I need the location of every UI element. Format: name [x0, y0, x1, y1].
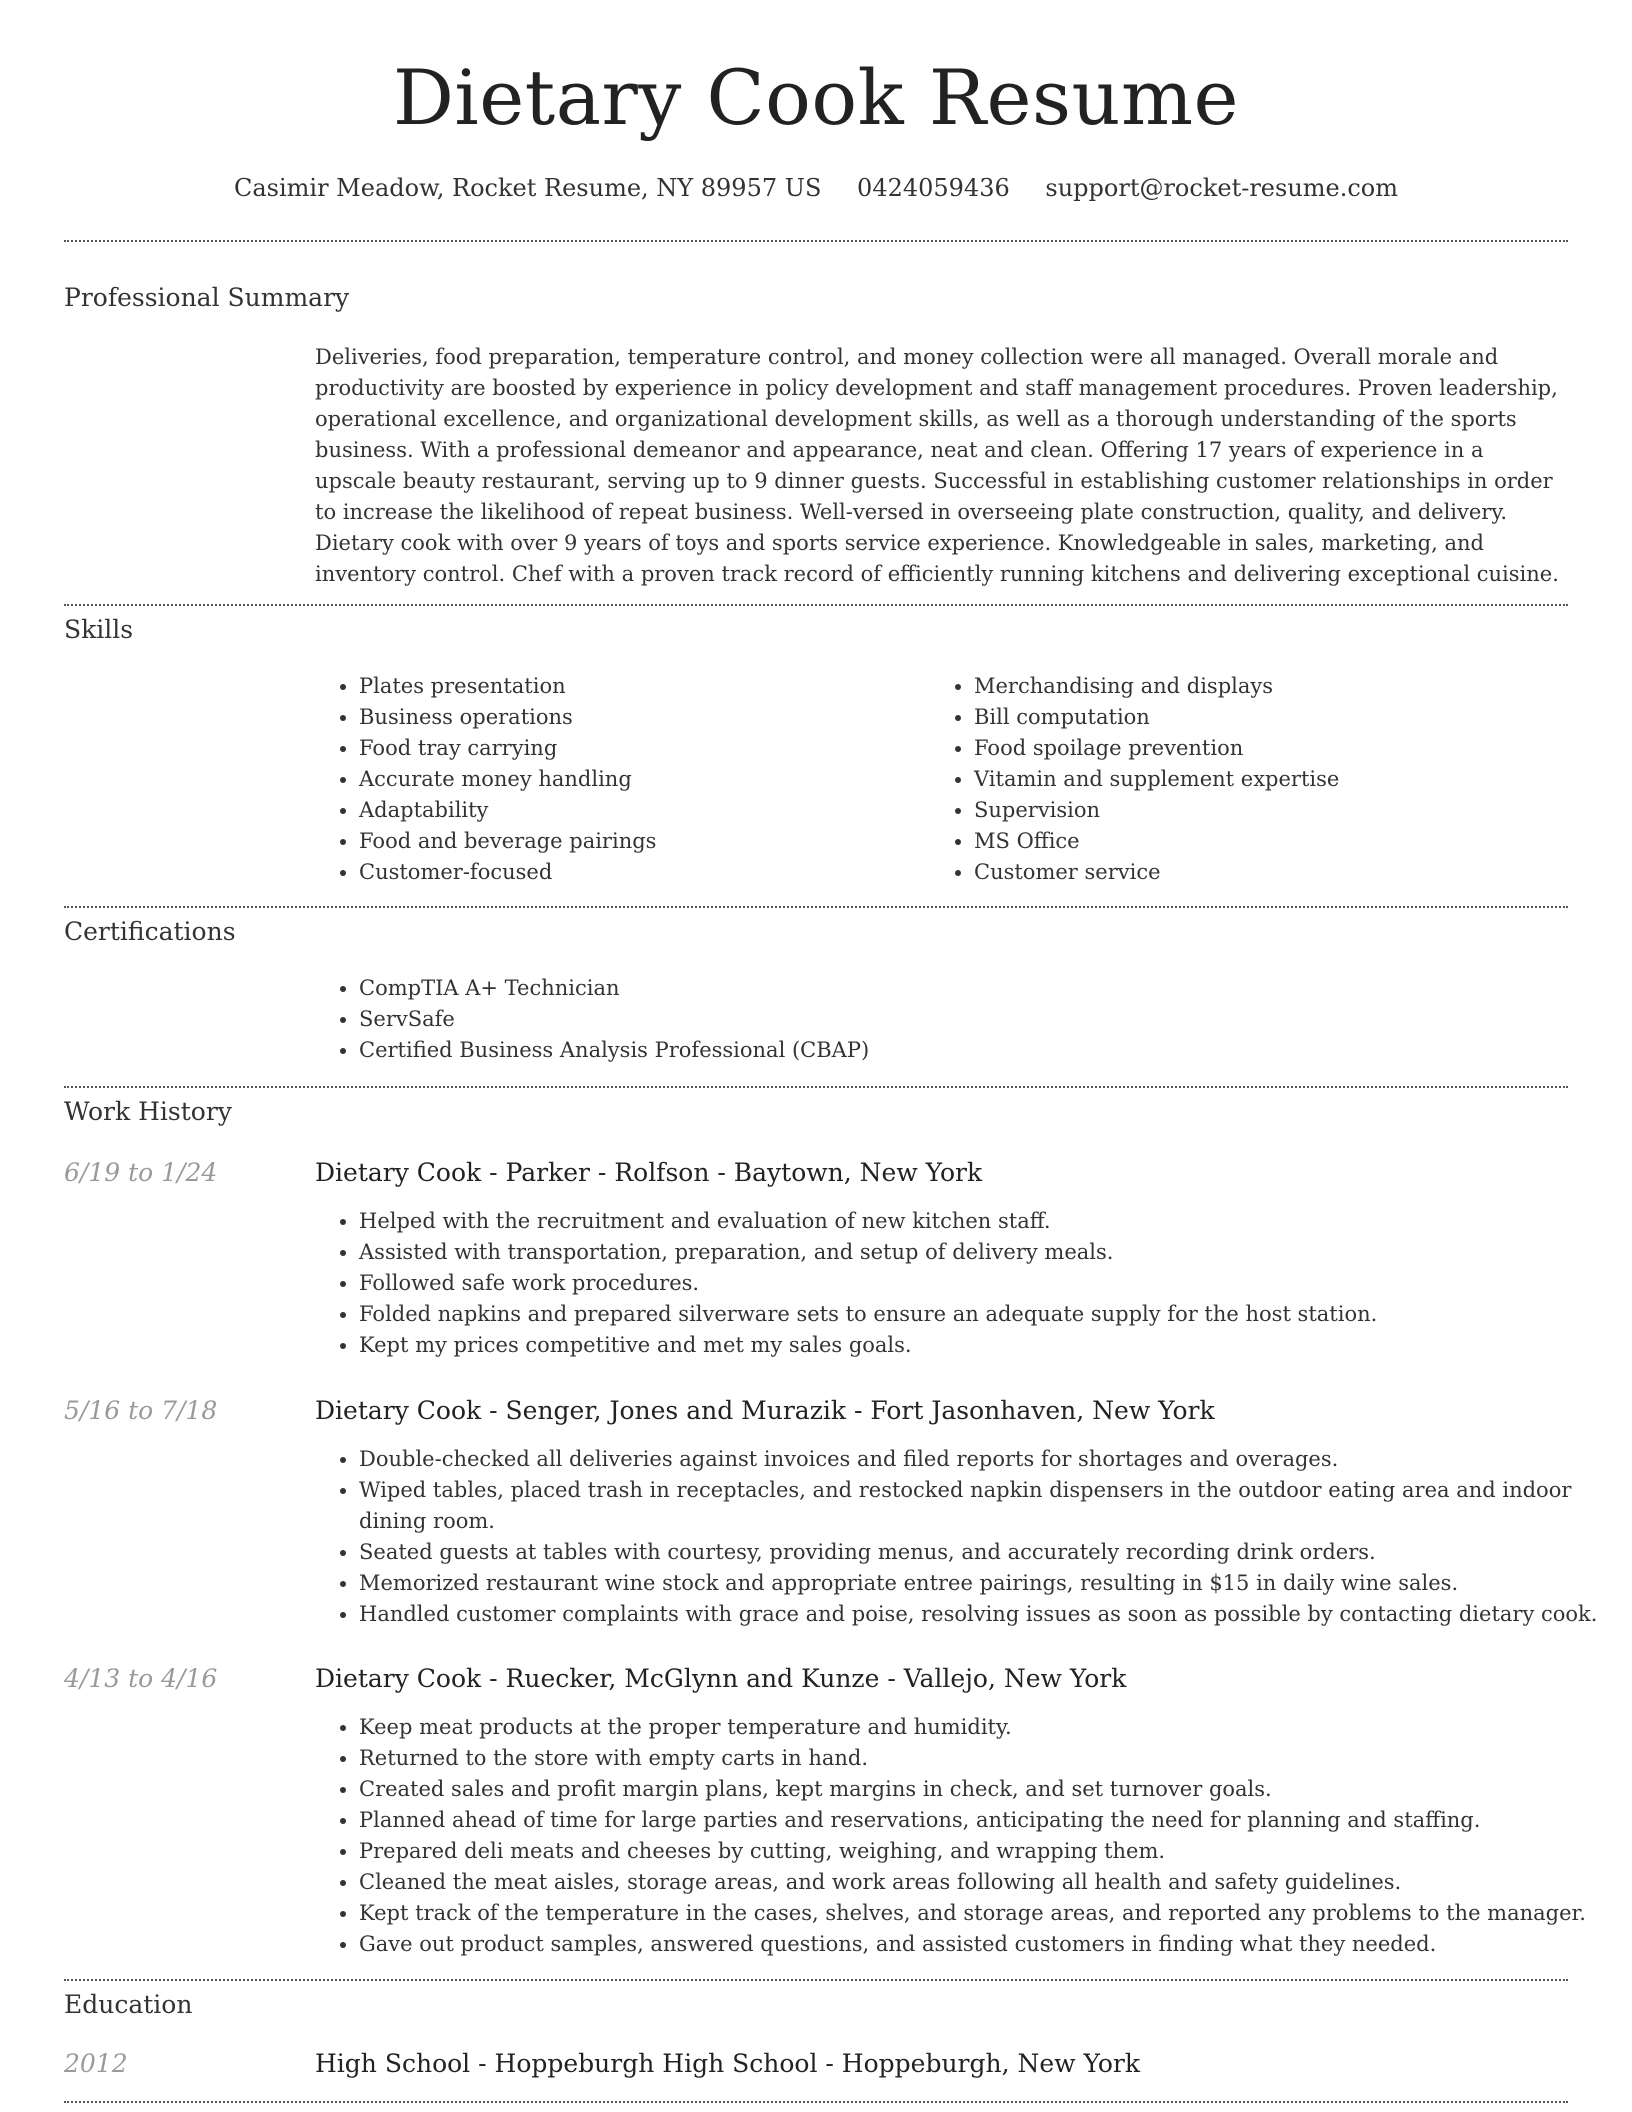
skill-item: • Food spoilage prevention: [974, 733, 1594, 764]
job-dates: 6/19 to 1/24: [64, 1158, 218, 1187]
divider: [64, 906, 1568, 908]
job-bullets: [315, 1444, 1609, 1630]
certifications-heading: Certifications: [64, 917, 236, 946]
job-bullet: • Keep meat products at the proper temperature and humidity.: [359, 1712, 1609, 1743]
job-dates: 5/16 to 7/18: [64, 1396, 218, 1425]
skill-item: • Vitamin and supplement expertise: [974, 764, 1594, 795]
skill-item: • Customer service: [974, 857, 1594, 888]
skills-heading: Skills: [64, 615, 134, 644]
certification-item: • ServSafe: [359, 1004, 1559, 1035]
job-title: Dietary Cook - Parker - Rolfson - Baytown, New York: [315, 1158, 983, 1187]
job-bullet: • Planned ahead of time for large parties and reservations, anticipating the need for planning and staffing.: [359, 1805, 1609, 1836]
job-title: Dietary Cook - Ruecker, McGlynn and Kunze - Vallejo, New York: [315, 1664, 1127, 1693]
divider: [64, 240, 1568, 242]
skill-item: • Supervision: [974, 795, 1594, 826]
skills-list-right: [930, 671, 1594, 888]
certifications-list: [315, 973, 1559, 1066]
skill-item: • Customer-focused: [359, 857, 919, 888]
skill-item: • Bill computation: [974, 702, 1594, 733]
skills-list-left: [315, 671, 919, 888]
job-bullets: [315, 1206, 1609, 1361]
education-year: 2012: [64, 2049, 128, 2078]
skill-item: • Adaptability: [359, 795, 919, 826]
skill-item: • Food tray carrying: [359, 733, 919, 764]
job-bullet: • Memorized restaurant wine stock and appropriate entree pairings, resulting in $15 in daily wine sales.: [359, 1568, 1609, 1599]
education-title: High School - Hoppeburgh High School - Hoppeburgh, New York: [315, 2049, 1140, 2078]
work-history-heading: Work History: [64, 1097, 232, 1126]
job-bullet: • Kept my prices competitive and met my sales goals.: [359, 1330, 1609, 1361]
skill-item: • MS Office: [974, 826, 1594, 857]
job-bullet: • Prepared deli meats and cheeses by cutting, weighing, and wrapping them.: [359, 1836, 1609, 1867]
certification-item: • Certified Business Analysis Professional (CBAP): [359, 1035, 1559, 1066]
job-bullets: [315, 1712, 1609, 1960]
contact-phone: 0424059436: [857, 174, 1010, 202]
summary-heading: Professional Summary: [64, 283, 350, 312]
job-bullet: • Created sales and profit margin plans, kept margins in check, and set turnover goals.: [359, 1774, 1609, 1805]
job-bullet: • Cleaned the meat aisles, storage areas, and work areas following all health and safety guidelines.: [359, 1867, 1609, 1898]
page-title: Dietary Cook Resume: [392, 53, 1240, 142]
skill-item: • Business operations: [359, 702, 919, 733]
job-bullet: • Returned to the store with empty carts in hand.: [359, 1743, 1609, 1774]
skill-item: • Accurate money handling: [359, 764, 919, 795]
job-bullet: • Wiped tables, placed trash in receptacles, and restocked napkin dispensers in the outdoor eating area and indoor dining room.: [359, 1475, 1609, 1537]
job-bullet: • Folded napkins and prepared silverware sets to ensure an adequate supply for the host station.: [359, 1299, 1609, 1330]
divider: [64, 2101, 1568, 2103]
job-title: Dietary Cook - Senger, Jones and Murazik - Fort Jasonhaven, New York: [315, 1396, 1215, 1425]
job-dates: 4/13 to 4/16: [64, 1664, 218, 1693]
job-bullet: • Assisted with transportation, preparation, and setup of delivery meals.: [359, 1237, 1609, 1268]
job-bullet: • Gave out product samples, answered questions, and assisted customers in finding what they needed.: [359, 1929, 1609, 1960]
job-bullet: • Kept track of the temperature in the cases, shelves, and storage areas, and reported any problems to the manager.: [359, 1898, 1609, 1929]
job-bullet: • Helped with the recruitment and evaluation of new kitchen staff.: [359, 1206, 1609, 1237]
job-bullet: • Followed safe work procedures.: [359, 1268, 1609, 1299]
divider: [64, 1086, 1568, 1088]
job-bullet: • Handled customer complaints with grace and poise, resolving issues as soon as possible by contacting dietary cook.: [359, 1599, 1609, 1630]
divider: [64, 604, 1568, 606]
job-bullet: • Double-checked all deliveries against invoices and filed reports for shortages and overages.: [359, 1444, 1609, 1475]
skill-item: • Food and beverage pairings: [359, 826, 919, 857]
summary-text: Deliveries, food preparation, temperature control, and money collection were all managed. Overall morale and productivity are boosted by experience in policy development and staff management procedures. Proven leadership, operational excellence, and organizational development skills, as well as a thorough understanding of the sports business. With a professional demeanor and appearance, neat and clean. Offering 17 years of experience in a upscale beauty restaurant, serving up to 9 dinner guests. Successful in establishing customer relationships in order to increase the likelihood of repeat business. Well-versed in overseeing plate construction, quality, and delivery. Dietary cook with over 9 years of toys and sports service experience. Knowledgeable in sales, marketing, and inventory control. Chef with a proven track record of efficiently running kitchens and delivering exceptional cuisine.: [315, 345, 1559, 586]
contact-email: support@rocket-resume.com: [1045, 174, 1399, 202]
divider: [64, 1979, 1568, 1981]
job-bullet: • Seated guests at tables with courtesy, providing menus, and accurately recording drink orders.: [359, 1537, 1609, 1568]
skill-item: • Plates presentation: [359, 671, 919, 702]
certification-item: • CompTIA A+ Technician: [359, 973, 1559, 1004]
education-heading: Education: [64, 1990, 193, 2019]
skill-item: • Merchandising and displays: [974, 671, 1594, 702]
contact-address: Casimir Meadow, Rocket Resume, NY 89957 US: [233, 174, 822, 202]
contact-line: [0, 170, 1632, 206]
